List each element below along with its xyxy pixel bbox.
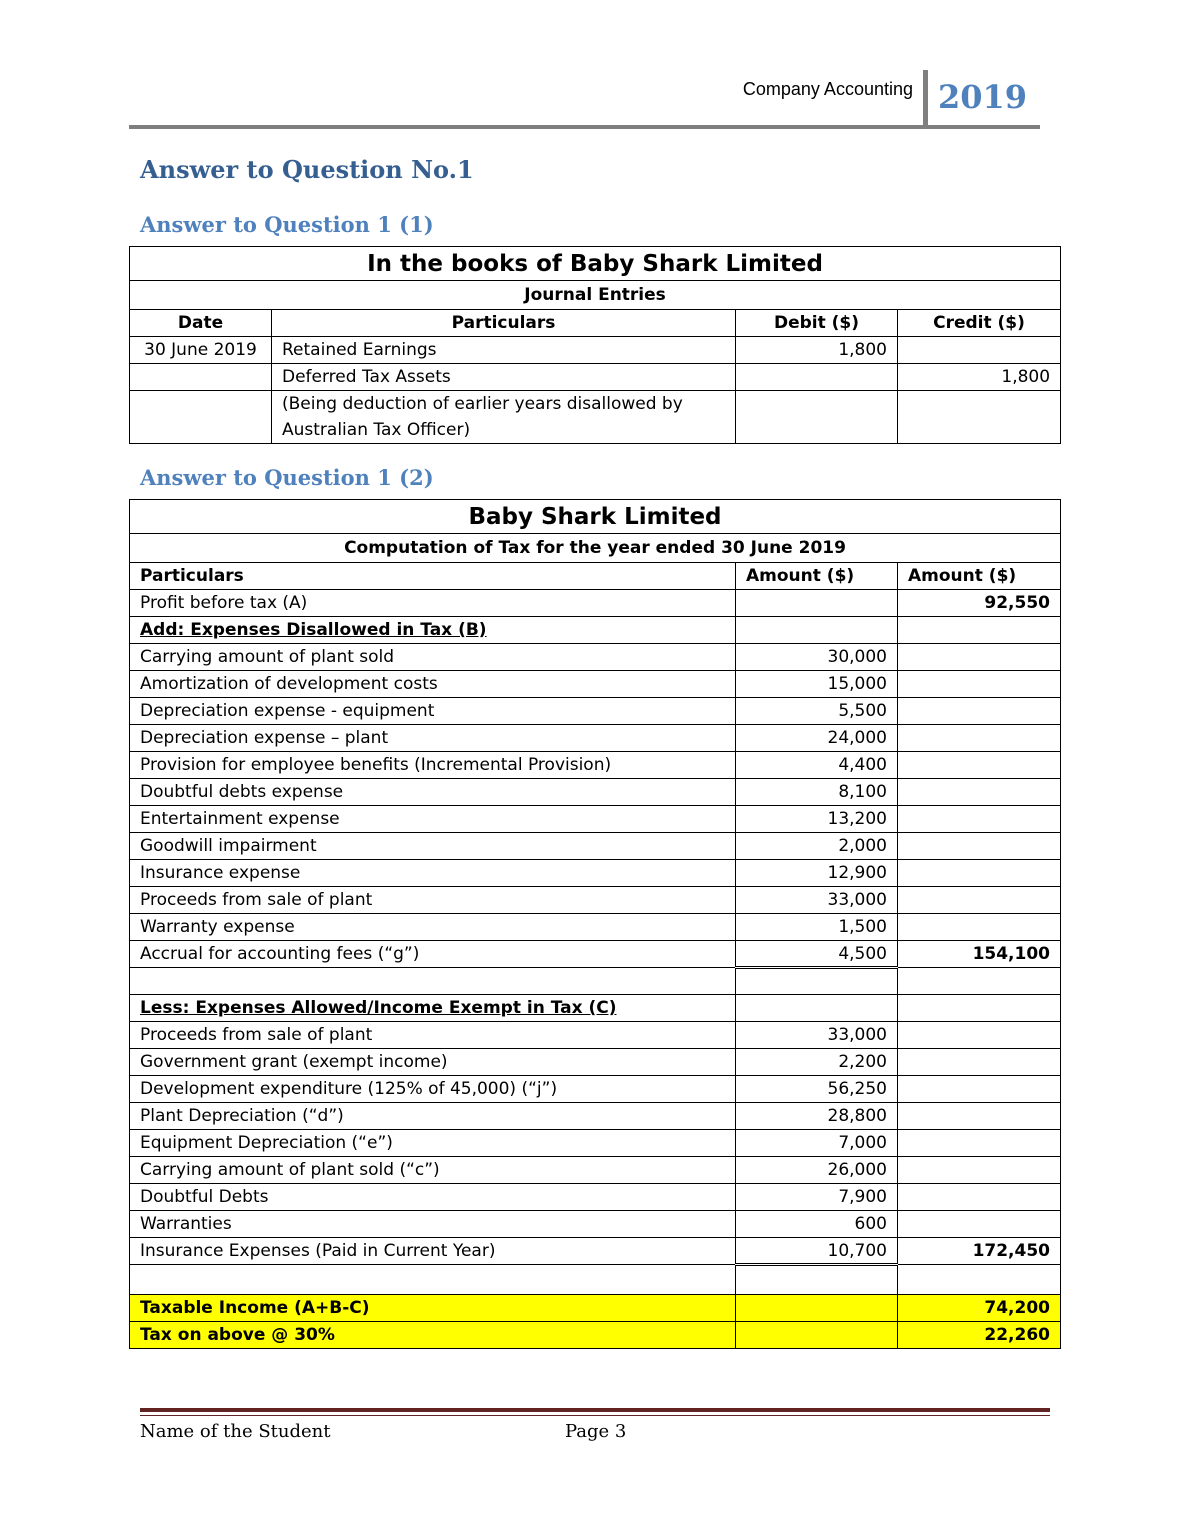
row-label: Insurance Expenses (Paid in Current Year) [130,1238,736,1265]
add-heading: Add: Expenses Disallowed in Tax (B) [130,617,736,644]
table-row [130,887,1061,914]
journal-entries-table [129,246,1061,444]
row-amount: 28,800 [736,1103,898,1130]
row-amount: 2,200 [736,1049,898,1076]
tax-title: Baby Shark Limited [130,500,1061,534]
row-label: Depreciation expense – plant [130,725,736,752]
row-label: Doubtful debts expense [130,779,736,806]
tax-computation-table [129,499,1061,1349]
row-amount: 10,700 [736,1238,898,1265]
row-amount: 4,400 [736,752,898,779]
col-particulars: Particulars [272,310,736,337]
profit-label: Profit before tax (A) [130,590,736,617]
tax-header-row [130,563,1061,590]
row-label: Equipment Depreciation (“e”) [130,1130,736,1157]
row-amount: 33,000 [736,1022,898,1049]
entry-particulars: (Being deduction of earlier years disallowed by Australian Tax Officer) [272,391,736,444]
row-label: Depreciation expense - equipment [130,698,736,725]
header-title: Company Accounting [742,79,913,99]
table-row [130,364,1061,391]
table-row [130,860,1061,887]
row-label: Amortization of development costs [130,671,736,698]
entry-particulars: Retained Earnings [272,337,736,364]
table-row [130,1211,1061,1238]
row-amount: 30,000 [736,644,898,671]
footer-rule [140,1408,1050,1412]
col-debit: Debit ($) [736,310,898,337]
row-amount: 15,000 [736,671,898,698]
row-label: Carrying amount of plant sold [130,644,736,671]
tax-total: 22,260 [898,1322,1061,1349]
entry-credit: 1,800 [898,364,1061,391]
entry-debit [736,391,898,444]
tax-label: Tax on above @ 30% [130,1322,736,1349]
row-amount: 12,900 [736,860,898,887]
col-date: Date [130,310,272,337]
entry-date [130,364,272,391]
row-amount: 5,500 [736,698,898,725]
table-row [130,644,1061,671]
row-amount: 7,900 [736,1184,898,1211]
less-heading: Less: Expenses Allowed/Income Exempt in Tax (C) [130,995,736,1022]
entry-debit [736,364,898,391]
journal-title: In the books of Baby Shark Limited [130,247,1061,281]
add-total: 154,100 [898,941,1061,968]
row-amount: 13,200 [736,806,898,833]
col-amount-1: Amount ($) [736,563,898,590]
table-row [130,1049,1061,1076]
profit-row [130,590,1061,617]
footer-page-number: Page 3 [565,1421,627,1442]
table-row [130,779,1061,806]
entry-date [130,391,272,444]
row-label: Provision for employee benefits (Incremental Provision) [130,752,736,779]
table-row [130,1022,1061,1049]
taxable-label: Taxable Income (A+B-C) [130,1295,736,1322]
table-row [130,1076,1061,1103]
entry-particulars: Deferred Tax Assets [272,364,736,391]
table-row [130,725,1061,752]
table-row [130,752,1061,779]
entry-credit [898,391,1061,444]
row-label: Carrying amount of plant sold (“c”) [130,1157,736,1184]
footer-rule-thin [140,1415,1050,1416]
col-amount-2: Amount ($) [898,563,1061,590]
tax-row [130,1322,1061,1349]
row-amount: 600 [736,1211,898,1238]
header-year: 2019 [938,78,1028,116]
less-heading-row [130,995,1061,1022]
profit-total: 92,550 [898,590,1061,617]
row-label: Doubtful Debts [130,1184,736,1211]
row-label: Government grant (exempt income) [130,1049,736,1076]
row-label: Warranty expense [130,914,736,941]
row-label: Insurance expense [130,860,736,887]
row-label: Plant Depreciation (“d”) [130,1103,736,1130]
q1-2-heading: Answer to Question 1 (2) [140,465,434,490]
journal-header-row [130,310,1061,337]
header-rule [129,125,1040,129]
taxable-total: 74,200 [898,1295,1061,1322]
journal-subtitle: Journal Entries [130,281,1061,310]
less-total: 172,450 [898,1238,1061,1265]
row-label: Entertainment expense [130,806,736,833]
row-label: Proceeds from sale of plant [130,887,736,914]
table-row [130,914,1061,941]
col-credit: Credit ($) [898,310,1061,337]
row-amount: 56,250 [736,1076,898,1103]
table-row [130,391,1061,444]
row-label: Goodwill impairment [130,833,736,860]
table-row [130,671,1061,698]
add-heading-row [130,617,1061,644]
spacer-row [130,968,1061,995]
row-amount: 33,000 [736,887,898,914]
table-row [130,337,1061,364]
entry-credit [898,337,1061,364]
row-amount: 24,000 [736,725,898,752]
row-amount: 1,500 [736,914,898,941]
table-row [130,698,1061,725]
row-label: Warranties [130,1211,736,1238]
entry-date: 30 June 2019 [130,337,272,364]
footer-student-name: Name of the Student [140,1421,331,1442]
spacer-row [130,1265,1061,1295]
row-amount: 2,000 [736,833,898,860]
table-row [130,806,1061,833]
table-row [130,1184,1061,1211]
col-particulars: Particulars [130,563,736,590]
header-divider [923,70,928,127]
table-row [130,1103,1061,1130]
main-heading: Answer to Question No.1 [140,155,474,184]
entry-debit: 1,800 [736,337,898,364]
row-label: Development expenditure (125% of 45,000) (“j”) [130,1076,736,1103]
row-label: Accrual for accounting fees (“g”) [130,941,736,968]
add-total-row [130,941,1061,968]
row-amount: 8,100 [736,779,898,806]
taxable-income-row [130,1295,1061,1322]
row-label: Proceeds from sale of plant [130,1022,736,1049]
row-amount: 26,000 [736,1157,898,1184]
row-amount: 7,000 [736,1130,898,1157]
less-total-row [130,1238,1061,1265]
row-amount: 4,500 [736,941,898,968]
table-row [130,1157,1061,1184]
table-row [130,1130,1061,1157]
tax-subtitle: Computation of Tax for the year ended 30 June 2019 [130,534,1061,563]
table-row [130,833,1061,860]
q1-1-heading: Answer to Question 1 (1) [140,212,434,237]
